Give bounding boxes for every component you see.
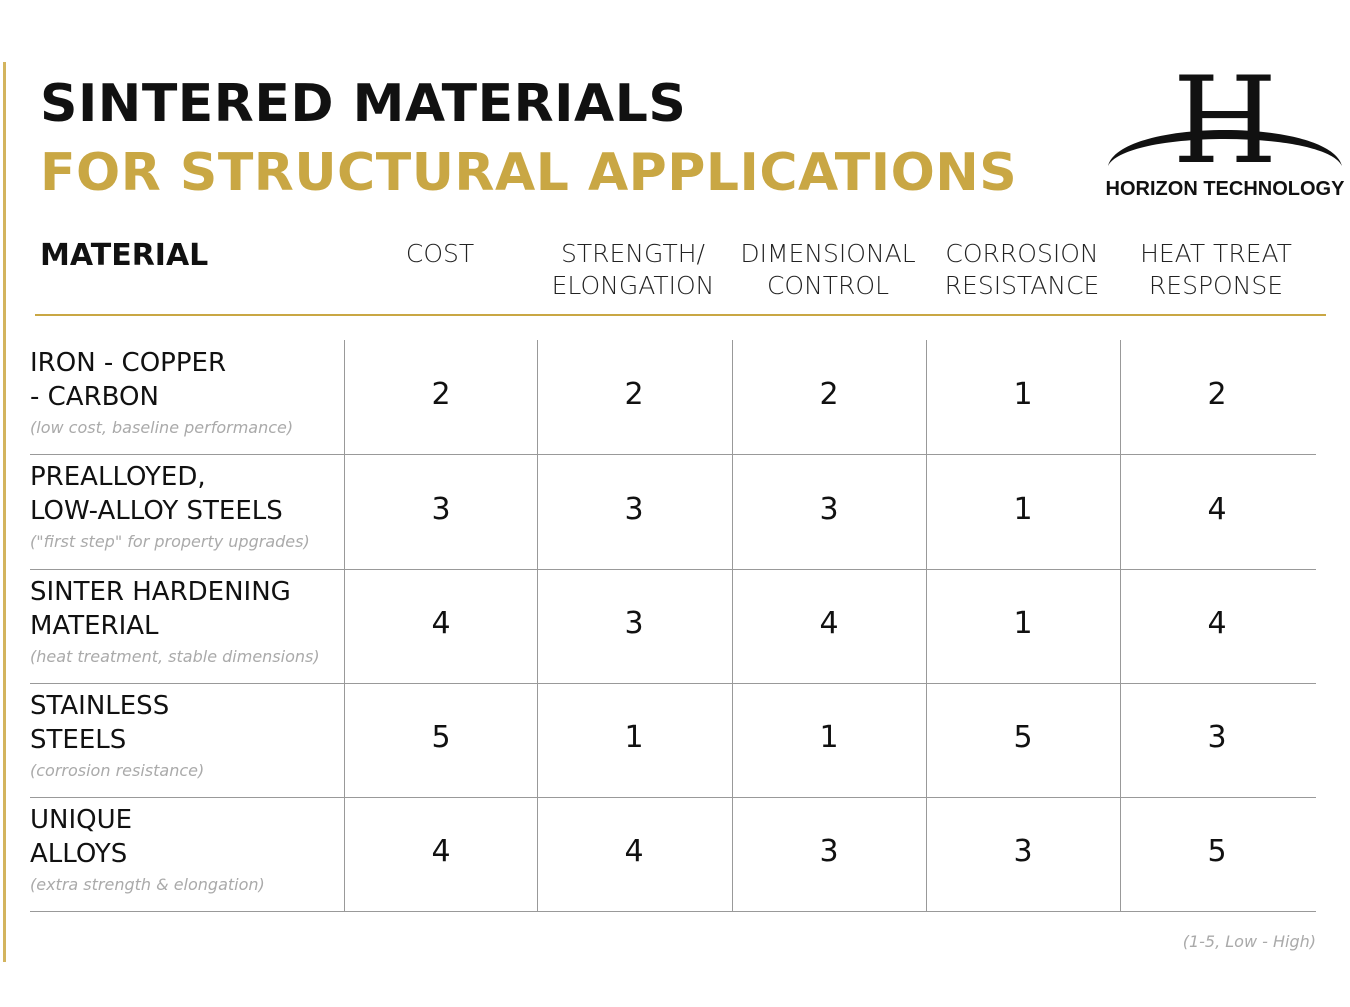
material-name: UNIQUE ALLOYS	[30, 805, 133, 869]
logo-text: HORIZON TECHNOLOGY	[1105, 178, 1345, 200]
material-note: (extra strength & elongation)	[30, 875, 265, 894]
rating-cell: 3	[624, 606, 644, 641]
row-divider	[30, 797, 1316, 798]
row-divider	[30, 683, 1316, 684]
row-divider	[30, 454, 1316, 455]
material-note: ("first step" for property upgrades)	[30, 532, 310, 551]
header-divider	[35, 314, 1326, 316]
material-note: (heat treatment, stable dimensions)	[30, 647, 320, 666]
rating-cell: 2	[1207, 377, 1227, 412]
rating-cell: 4	[819, 606, 839, 641]
column-header: DIMENSIONAL CONTROL	[740, 239, 916, 300]
column-header: COST	[405, 239, 475, 268]
column-header: CORROSION RESISTANCE	[944, 239, 1100, 300]
rating-cell: 3	[819, 491, 839, 527]
rating-cell: 2	[624, 377, 644, 412]
material-name: PREALLOYED, LOW-ALLOY STEELS	[30, 462, 283, 526]
rating-cell: 3	[819, 834, 839, 869]
row-divider	[30, 911, 1316, 912]
row-divider	[30, 569, 1316, 570]
rating-cell: 2	[431, 377, 451, 412]
material-note: (corrosion resistance)	[30, 761, 205, 780]
title-line-2: FOR STRUCTURAL APPLICATIONS	[40, 143, 1018, 203]
material-note: (low cost, baseline performance)	[30, 418, 294, 437]
rating-cell: 2	[819, 377, 839, 412]
rating-cell: 4	[1207, 606, 1227, 641]
rating-cell: 4	[624, 834, 644, 869]
material-name: IRON - COPPER - CARBON	[30, 348, 227, 412]
material-name: SINTER HARDENING MATERIAL	[30, 577, 291, 641]
column-header: STRENGTH/ ELONGATION	[551, 239, 715, 300]
rating-cell: 4	[431, 606, 451, 641]
rating-cell: 1	[624, 720, 644, 755]
rating-cell: 5	[1013, 720, 1033, 755]
rating-cell: 3	[1207, 720, 1227, 755]
rating-cell: 5	[431, 720, 451, 755]
material-column-header: MATERIAL	[40, 238, 209, 273]
rating-cell: 4	[1207, 491, 1227, 527]
material-name: STAINLESS STEELS	[30, 691, 170, 755]
rating-cell: 3	[431, 491, 451, 527]
rating-cell: 4	[431, 834, 451, 869]
column-header: HEAT TREAT RESPONSE	[1140, 239, 1292, 300]
rating-cell: 1	[1013, 606, 1033, 641]
rating-cell: 1	[1013, 377, 1033, 412]
rating-cell: 3	[1013, 834, 1033, 869]
rating-cell: 3	[624, 491, 644, 527]
svg-text:H: H	[1172, 58, 1278, 191]
rating-cell: 5	[1207, 834, 1227, 869]
rating-cell: 1	[819, 720, 839, 755]
title-line-1: SINTERED MATERIALS	[40, 74, 687, 134]
left-accent-bar	[3, 62, 6, 962]
rating-cell: 1	[1013, 491, 1033, 527]
scale-footnote: (1-5, Low - High)	[1182, 932, 1316, 951]
